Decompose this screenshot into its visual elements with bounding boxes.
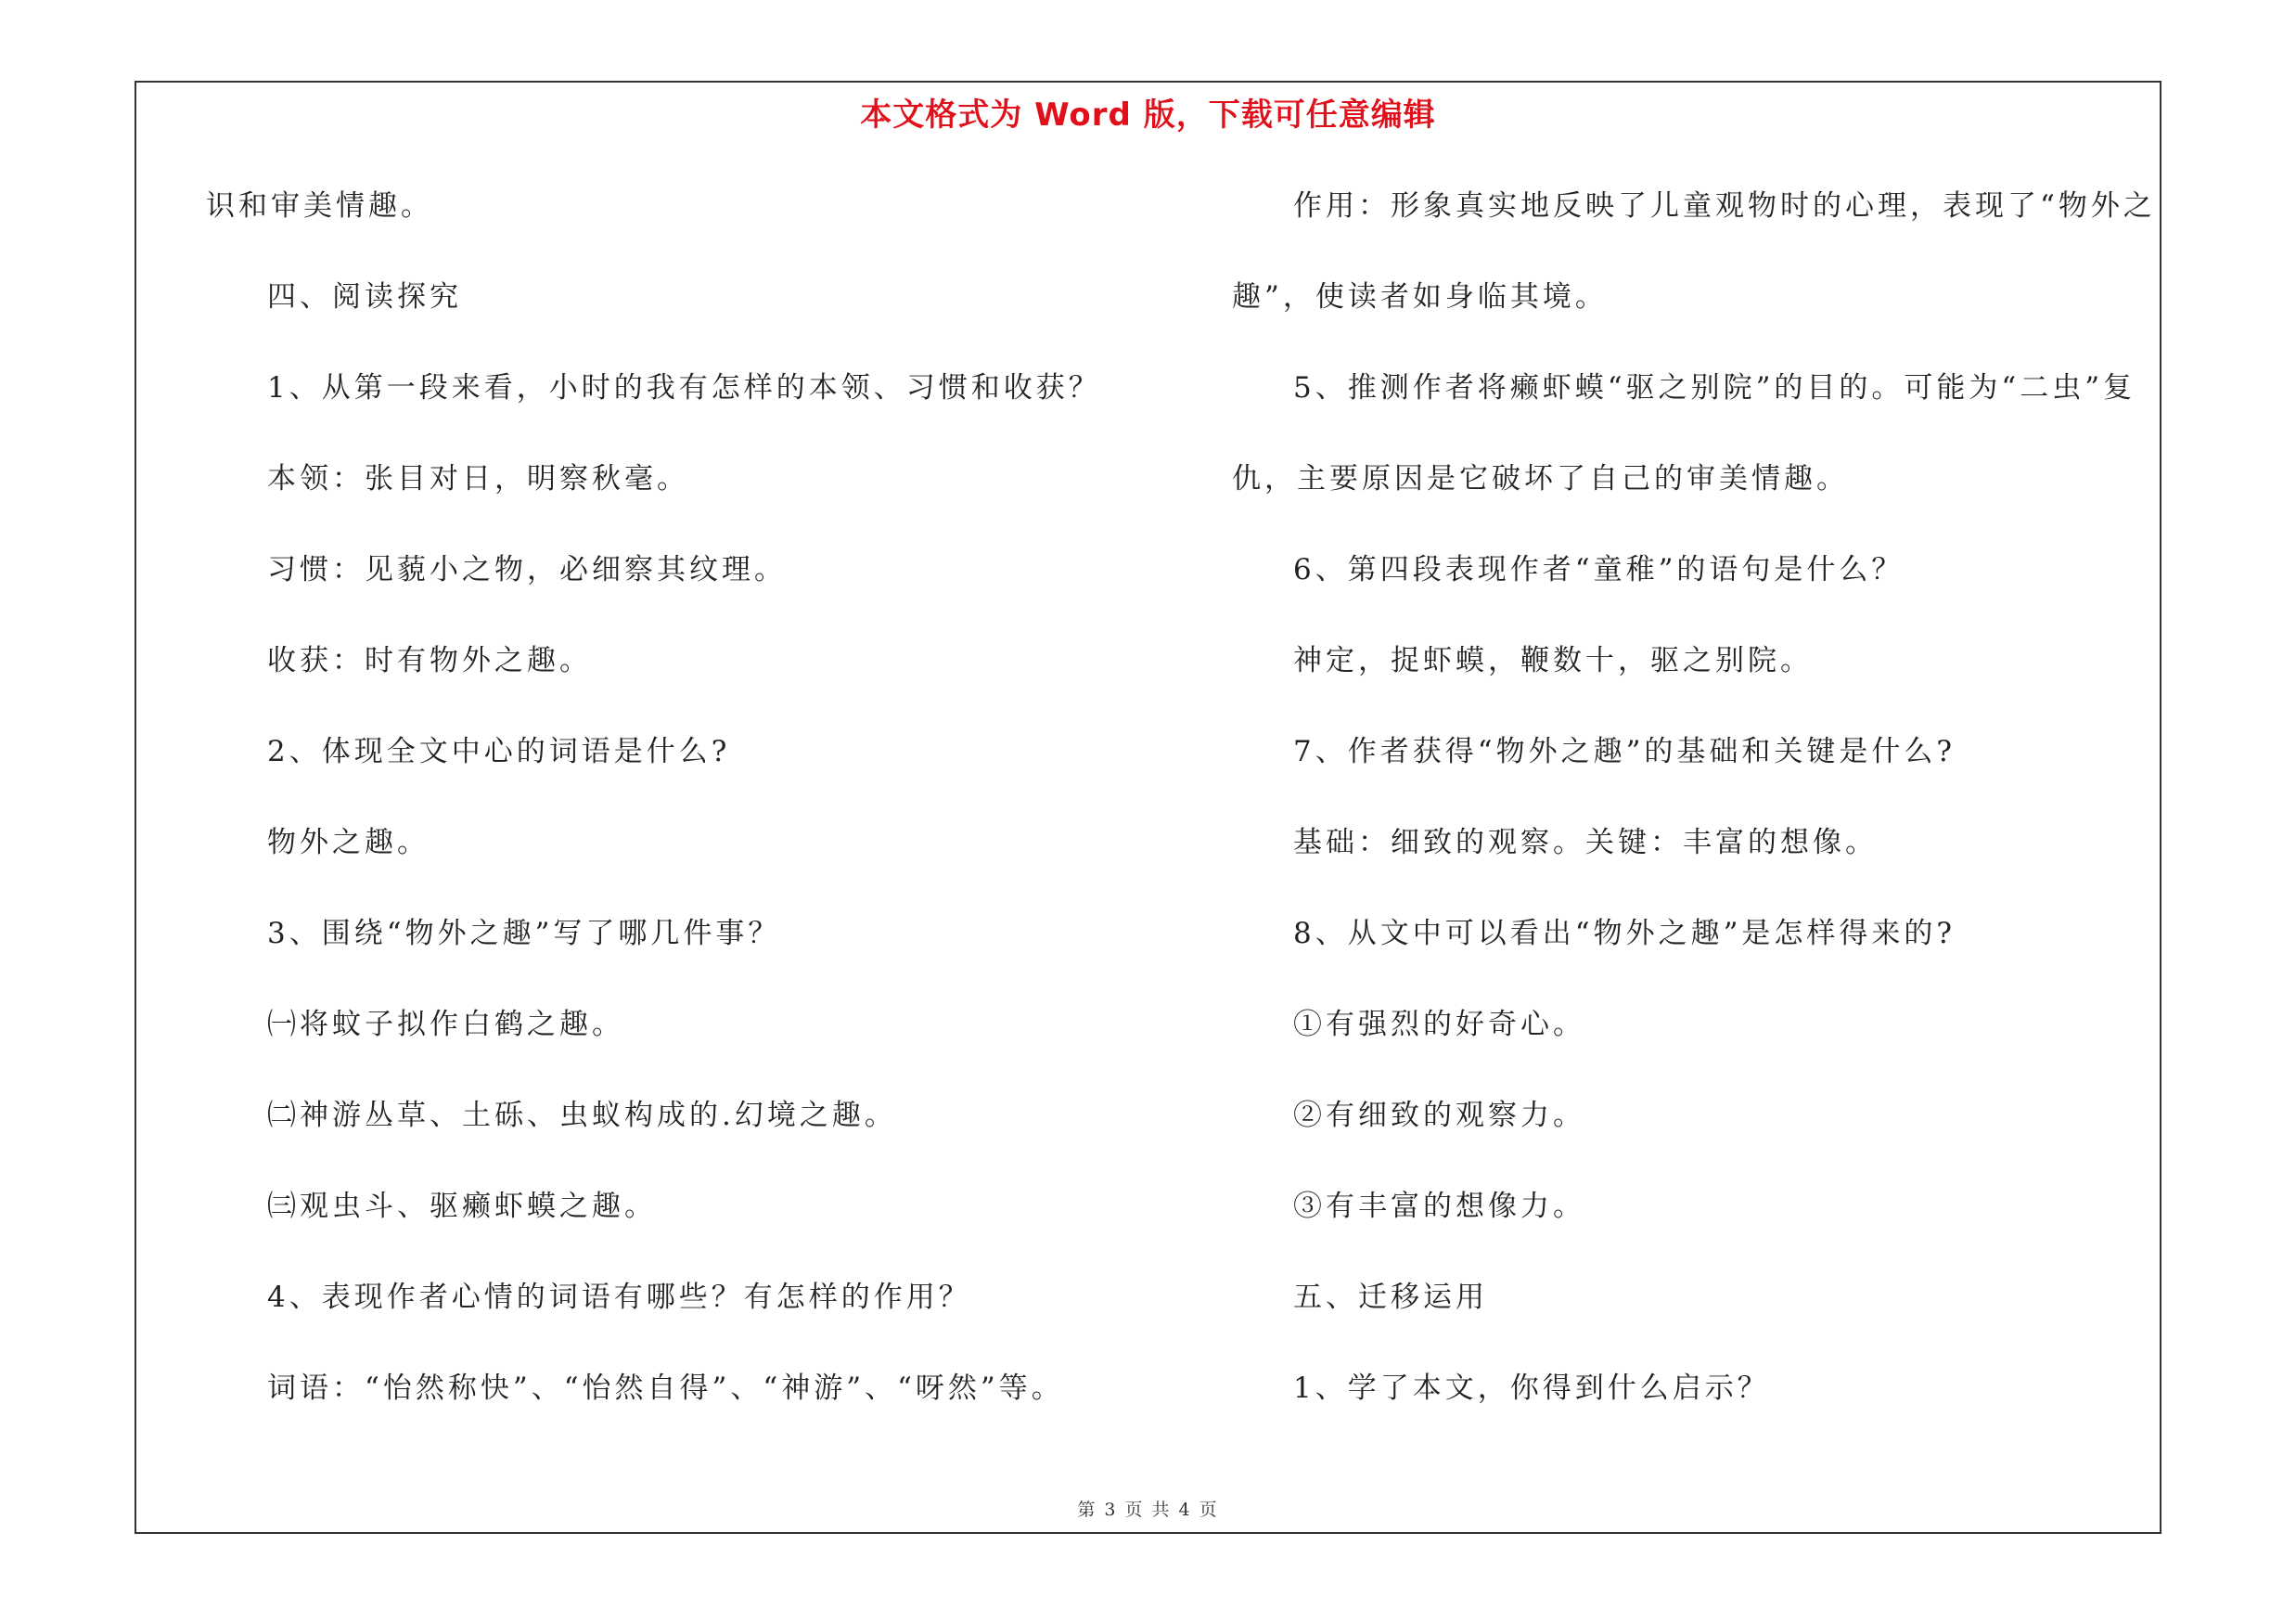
question: 8、从文中可以看出“物外之趣”是怎样得来的? (1293, 917, 1956, 950)
answer: ①有强烈的好奇心。 (1293, 1008, 1585, 1041)
answer: 基础：细致的观察。关键：丰富的想像。 (1293, 826, 1878, 859)
answer: 神定，捉虾蟆，鞭数十，驱之别院。 (1293, 644, 1813, 677)
paragraph-line: 仇，主要原因是它破坏了自己的审美情趣。 (1232, 462, 1849, 496)
section-heading: 四、阅读探究 (267, 280, 462, 314)
answer: ㈡神游丛草、土砾、虫蚁构成的.幻境之趣。 (267, 1099, 897, 1132)
answer: ③有丰富的想像力。 (1293, 1190, 1585, 1223)
paragraph-line: 趣”，使读者如身临其境。 (1232, 280, 1608, 314)
page-number: 第 3 页 共 4 页 (1077, 1500, 1219, 1520)
question: 1、学了本文，你得到什么启示？ (1293, 1372, 1770, 1405)
answer: 作用：形象真实地反映了儿童观物时的心理，表现了“物外之 (1293, 189, 2156, 223)
question: 5、推测作者将癞虾蟆“驱之别院”的目的。可能为“二虫”复 (1293, 371, 2136, 405)
question: 6、第四段表现作者“童稚”的语句是什么？ (1293, 553, 1905, 586)
paragraph-line: 识和审美情趣。 (206, 189, 433, 223)
question: 2、体现全文中心的词语是什么? (267, 735, 731, 768)
answer: 收获：时有物外之趣。 (267, 644, 592, 677)
answer: 词语：“怡然称快”、“怡然自得”、“神游”、“呀然”等。 (267, 1372, 1064, 1405)
answer: ②有细致的观察力。 (1293, 1099, 1585, 1132)
header-notice: 本文格式为 Word 版，下载可任意编辑 (860, 97, 1436, 134)
answer: ㈢观虫斗、驱癞虾蟆之趣。 (267, 1190, 657, 1223)
question: 1、从第一段来看，小时的我有怎样的本领、习惯和收获？ (267, 371, 1101, 405)
answer: 物外之趣。 (267, 826, 430, 859)
answer: ㈠将蚊子拟作白鹤之趣。 (267, 1008, 624, 1041)
question: 3、围绕“物外之趣”写了哪几件事？ (267, 917, 781, 950)
answer: 习惯：见藐小之物，必细察其纹理。 (267, 553, 787, 586)
question: 4、表现作者心情的词语有哪些？有怎样的作用？ (267, 1281, 971, 1314)
answer: 本领：张目对日，明察秋毫。 (267, 462, 689, 496)
section-heading: 五、迁移运用 (1293, 1281, 1488, 1314)
question: 7、作者获得“物外之趣”的基础和关键是什么? (1293, 735, 1956, 768)
